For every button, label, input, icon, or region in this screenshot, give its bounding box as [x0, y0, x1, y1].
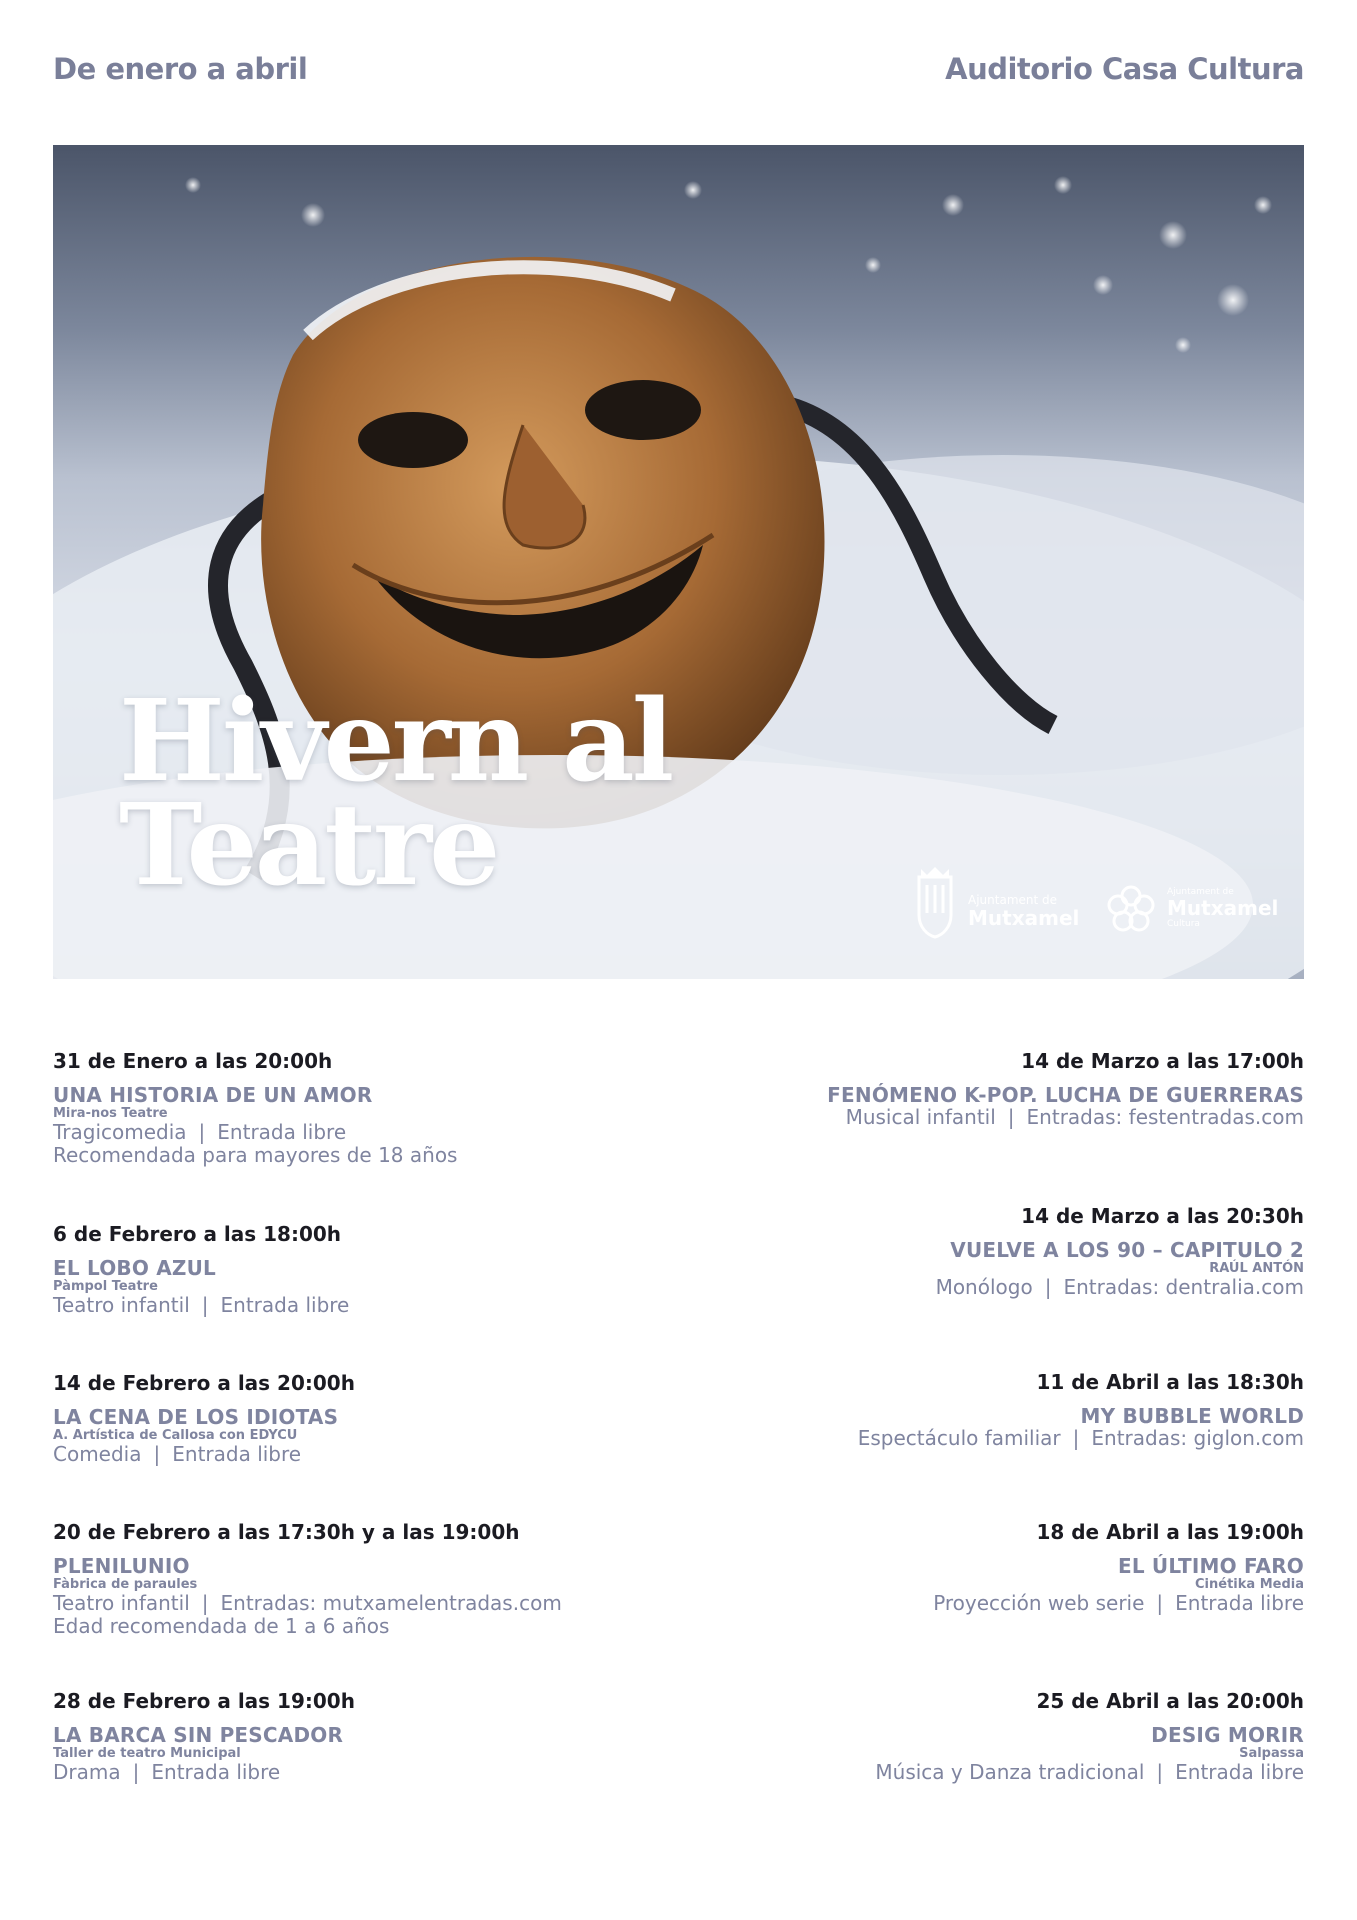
- event-detail: [53, 1761, 673, 1784]
- event-card: [53, 1370, 673, 1466]
- event-company: RAÚL ANTÓN: [1209, 1261, 1304, 1276]
- separator: |: [201, 1293, 209, 1317]
- event-name: PLENILUNIO: [53, 1554, 190, 1578]
- logo1-small-text: Ajuntament de: [968, 893, 1058, 907]
- separator: |: [1072, 1426, 1080, 1450]
- event-detail: [684, 1276, 1304, 1299]
- event-date: 25 de Abril a las 20:00h: [1036, 1689, 1304, 1713]
- event-name: DESIG MORIR: [1151, 1723, 1304, 1747]
- separator: |: [1007, 1105, 1015, 1129]
- event-date: 20 de Febrero a las 17:30h y a las 19:00h: [53, 1520, 520, 1544]
- event-genre: Drama: [53, 1760, 121, 1784]
- event-detail: [684, 1592, 1304, 1615]
- event-detail: [684, 1106, 1304, 1129]
- event-tickets: Entrada libre: [217, 1120, 347, 1144]
- title-line-1: Hivern al: [119, 676, 672, 807]
- event-genre: Musical infantil: [845, 1105, 996, 1129]
- event-genre: Monólogo: [935, 1275, 1033, 1299]
- event-name: MY BUBBLE WORLD: [1080, 1404, 1304, 1428]
- event-date: 31 de Enero a las 20:00h: [53, 1049, 333, 1073]
- event-company: Cinétika Media: [1195, 1577, 1304, 1592]
- event-name: VUELVE A LOS 90 – CAPITULO 2: [950, 1238, 1304, 1262]
- event-card: [53, 1221, 673, 1317]
- period-label: De enero a abril: [53, 52, 308, 86]
- event-note: Edad recomendada de 1 a 6 años: [53, 1614, 390, 1638]
- event-name: EL LOBO AZUL: [53, 1256, 216, 1280]
- event-card: [53, 1048, 673, 1167]
- event-company: A. Artística de Callosa con EDYCU: [53, 1428, 298, 1443]
- event-tickets: Entradas: giglon.com: [1091, 1426, 1304, 1450]
- event-company: Fàbrica de paraules: [53, 1577, 198, 1592]
- event-tickets: Entradas: dentralia.com: [1063, 1275, 1304, 1299]
- event-name: LA CENA DE LOS IDIOTAS: [53, 1405, 339, 1429]
- event-detail: [684, 1761, 1304, 1784]
- event-detail: [53, 1294, 673, 1317]
- event-company: Pàmpol Teatre: [53, 1279, 158, 1294]
- separator: |: [132, 1760, 140, 1784]
- event-card: [684, 1203, 1304, 1299]
- event-date: 18 de Abril a las 19:00h: [1036, 1520, 1304, 1544]
- event-genre: Teatro infantil: [53, 1293, 190, 1317]
- coat-of-arms-icon: [913, 865, 957, 939]
- event-name: FENÓMENO K-POP. LUCHA DE GUERRERAS: [827, 1083, 1304, 1107]
- event-card: [684, 1519, 1304, 1615]
- separator: |: [153, 1442, 161, 1466]
- event-detail: [684, 1427, 1304, 1450]
- event-card: [684, 1688, 1304, 1784]
- event-detail: [53, 1592, 673, 1615]
- event-genre: Tragicomedia: [53, 1120, 187, 1144]
- event-date: 14 de Marzo a las 20:30h: [1021, 1204, 1304, 1228]
- event-genre: Teatro infantil: [53, 1591, 190, 1615]
- event-card: [53, 1688, 673, 1784]
- event-name: EL ÚLTIMO FARO: [1117, 1554, 1304, 1578]
- separator: |: [1156, 1591, 1164, 1615]
- event-tickets: Entrada libre: [151, 1760, 281, 1784]
- event-name: UNA HISTORIA DE UN AMOR: [53, 1083, 373, 1107]
- event-detail: [53, 1443, 673, 1466]
- venue-label: Auditorio Casa Cultura: [945, 52, 1304, 86]
- event-company: Taller de teatro Municipal: [53, 1746, 241, 1761]
- event-tickets: Entrada libre: [220, 1293, 350, 1317]
- title-line-2: Teatre: [119, 780, 498, 911]
- logo2-tiny-text: Cultura: [1167, 919, 1200, 929]
- logo2-small-text: Ajuntament de: [1167, 887, 1234, 897]
- event-note: Recomendada para mayores de 18 años: [53, 1143, 458, 1167]
- logo2-name: Mutxamel: [1167, 896, 1279, 920]
- event-detail: [53, 1121, 673, 1144]
- separator: |: [1156, 1760, 1164, 1784]
- flower-icon: [1107, 885, 1155, 933]
- event-date: 11 de Abril a las 18:30h: [1036, 1370, 1304, 1394]
- event-tickets: Entradas: festentradas.com: [1026, 1105, 1304, 1129]
- event-company: Mira-nos Teatre: [53, 1106, 168, 1121]
- event-company: Salpassa: [1239, 1746, 1304, 1761]
- event-date: 28 de Febrero a las 19:00h: [53, 1689, 355, 1713]
- event-tickets: Entrada libre: [172, 1442, 302, 1466]
- event-tickets: Entrada libre: [1175, 1591, 1304, 1615]
- event-tickets: Entradas: mutxamelentradas.com: [220, 1591, 562, 1615]
- separator: |: [201, 1591, 209, 1615]
- event-genre: Comedia: [53, 1442, 142, 1466]
- event-card: [684, 1048, 1304, 1129]
- separator: |: [198, 1120, 206, 1144]
- hero-image: [53, 145, 1304, 979]
- event-genre: Música y Danza tradicional: [875, 1760, 1145, 1784]
- event-tickets: Entrada libre: [1175, 1760, 1304, 1784]
- separator: |: [1044, 1275, 1052, 1299]
- event-card: [53, 1519, 673, 1638]
- event-series-title: [119, 676, 672, 911]
- event-date: 6 de Febrero a las 18:00h: [53, 1222, 342, 1246]
- event-genre: Proyección web serie: [933, 1591, 1145, 1615]
- event-date: 14 de Febrero a las 20:00h: [53, 1371, 355, 1395]
- logo1-name: Mutxamel: [968, 906, 1080, 930]
- event-date: 14 de Marzo a las 17:00h: [1021, 1049, 1304, 1073]
- event-card: [684, 1369, 1304, 1450]
- event-name: LA BARCA SIN PESCADOR: [53, 1723, 344, 1747]
- event-genre: Espectáculo familiar: [857, 1426, 1061, 1450]
